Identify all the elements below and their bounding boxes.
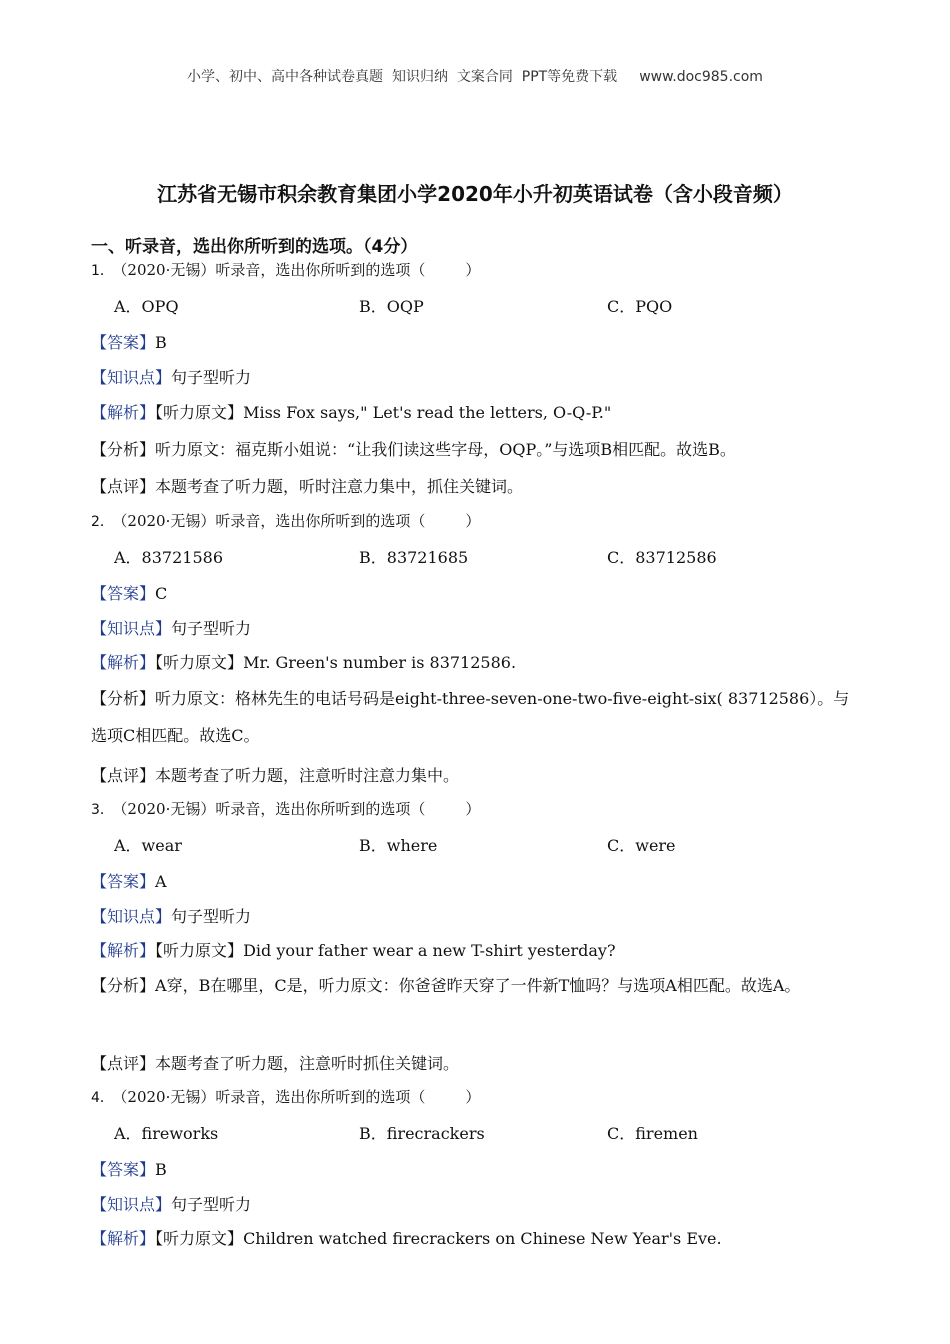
header-text: 小学、初中、高中各种试卷真题 知识归纳 文案合同 PPT等免费下载 bbox=[187, 69, 618, 85]
page-title: 江苏省无锡市积余教育集团小学2020年小升初英语试卷（含小段音频） bbox=[157, 182, 793, 206]
q2-option-b: B．83721685 bbox=[359, 548, 469, 567]
q1-fenxi: 【分析】听力原文：福克斯小姐说：“让我们读这些字母，OQP。”与选项B相匹配。故选B。 bbox=[91, 440, 736, 459]
q4-knowledge: 【知识点】句子型听力 bbox=[91, 1195, 252, 1214]
q4-answer: 【答案】B bbox=[91, 1160, 167, 1179]
q2-knowledge: 【知识点】句子型听力 bbox=[91, 619, 252, 638]
q1-knowledge: 【知识点】句子型听力 bbox=[91, 368, 252, 387]
q1-option-a: A．OPQ bbox=[114, 297, 179, 316]
q1-option-b: B．OQP bbox=[359, 297, 424, 316]
q3-option-b: B．where bbox=[359, 836, 438, 855]
q2-fenxi: 【分析】听力原文：格林先生的电话号码是eight-three-seven-one-two-five-eight-six( 83712586）。与选项C相匹配。故选C。 bbox=[91, 689, 850, 745]
header-url[interactable]: www.doc985.com bbox=[639, 69, 763, 85]
q2-answer: 【答案】C bbox=[91, 584, 168, 603]
question-1-stem: 1． （2020·无锡）听录音，选出你所听到的选项（ ） bbox=[91, 261, 481, 279]
q4-option-b: B．firecrackers bbox=[359, 1124, 485, 1143]
q3-option-a: A．wear bbox=[114, 836, 182, 855]
q2-analysis: 【解析】【听力原文】Mr. Green's number is 83712586. bbox=[91, 653, 517, 672]
q2-option-a: A．83721586 bbox=[114, 548, 223, 567]
q1-answer: 【答案】B bbox=[91, 333, 167, 352]
q1-comment: 【点评】本题考查了听力题，听时注意力集中，抓住关键词。 bbox=[91, 477, 524, 496]
q3-answer: 【答案】A bbox=[91, 872, 167, 891]
q3-analysis: 【解析】【听力原文】Did your father wear a new T-shirt yesterday? bbox=[91, 941, 616, 960]
q3-fenxi: 【分析】A穿，B在哪里，C是，听力原文：你爸爸昨天穿了一件新T恤吗？与选项A相匹配。故选A。 bbox=[91, 976, 801, 995]
q1-analysis: 【解析】【听力原文】Miss Fox says," Let's read the letters, O-Q-P." bbox=[91, 403, 612, 422]
question-4-stem: 4． （2020·无锡）听录音，选出你所听到的选项（ ） bbox=[91, 1088, 481, 1106]
q2-option-c: C．83712586 bbox=[607, 548, 717, 567]
question-2-stem: 2． （2020·无锡）听录音，选出你所听到的选项（ ） bbox=[91, 512, 481, 530]
q3-option-c: C．were bbox=[607, 836, 676, 855]
q3-comment: 【点评】本题考查了听力题，注意听时抓住关键词。 bbox=[91, 1054, 460, 1073]
q4-option-a: A．fireworks bbox=[114, 1124, 219, 1143]
q4-option-c: C．firemen bbox=[607, 1124, 698, 1143]
q2-comment: 【点评】本题考查了听力题，注意听时注意力集中。 bbox=[91, 766, 460, 785]
page-header bbox=[0, 66, 950, 86]
section-heading: 一、听录音，选出你所听到的选项。（4分） bbox=[91, 237, 418, 257]
q3-knowledge: 【知识点】句子型听力 bbox=[91, 907, 252, 926]
q4-analysis: 【解析】【听力原文】Children watched firecrackers on Chinese New Year's Eve. bbox=[91, 1229, 722, 1248]
q1-option-c: C．PQO bbox=[607, 297, 673, 316]
question-3-stem: 3． （2020·无锡）听录音，选出你所听到的选项（ ） bbox=[91, 800, 481, 818]
